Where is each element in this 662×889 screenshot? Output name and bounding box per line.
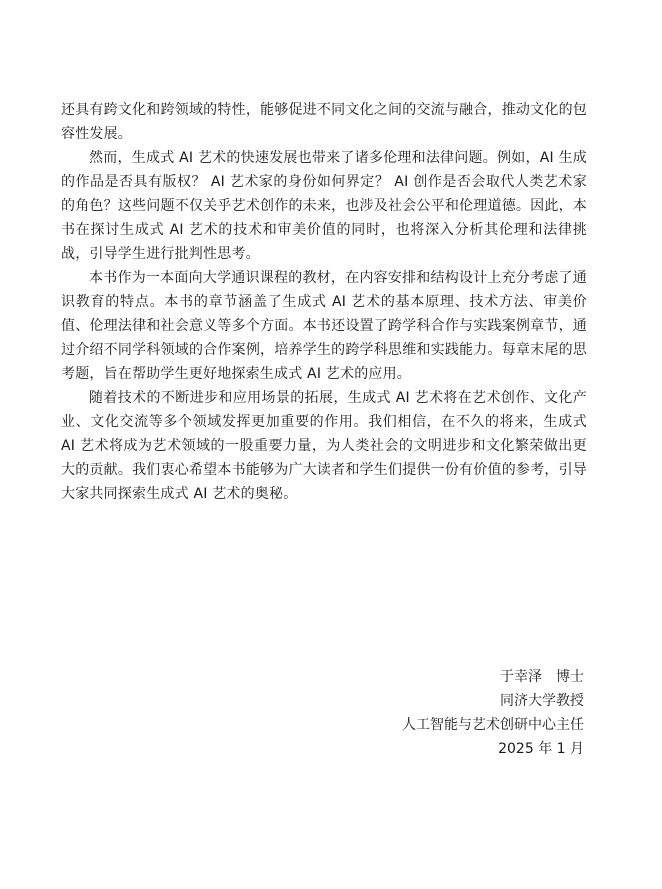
author-position: 人工智能与艺术创研中心主任 xyxy=(402,717,584,733)
preface-body xyxy=(61,98,587,506)
paragraph-outlook: 随着技术的不断进步和应用场景的拓展，生成式 AI 艺术将在艺术创作、文化产业、文化交流等多个领域发挥更加重要的作用。我们相信，在不久的将来，生成式 AI 艺术将成为艺术领域的一股重要力量，为人类社会的文明进步和文化繁荣做出更大的贡献。我们衷心希望本书能够为广大读者和学生们提供一份有价值的参考，引导大家共同探索生成式 AI 艺术的奥秘。 xyxy=(61,390,587,502)
author-signature-block xyxy=(402,665,584,761)
paragraph-continuation: 还具有跨文化和跨领域的特性，能够促进不同文化之间的交流与融合，推动文化的包容性发展。 xyxy=(61,102,587,142)
author-name: 于幸泽 博士 xyxy=(500,669,584,685)
paragraph-ethics-law: 然而，生成式 AI 艺术的快速发展也带来了诸多伦理和法律问题。例如，AI 生成的作品是否具有版权？ AI 艺术家的身份如何界定？ AI 创作是否会取代人类艺术家的角色？这些问题不仅关乎艺术创作的未来，也涉及社会公平和伦理道德。因此，本书在探讨生成式 AI 艺术的技术和审美价值的同时，也将深入分析其伦理和法律挑战，引导学生进行批判性思考。 xyxy=(61,150,587,262)
author-affiliation: 同济大学教授 xyxy=(500,693,584,709)
signature-date: 2025 年 1 月 xyxy=(498,741,584,757)
paragraph-textbook-structure: 本书作为一本面向大学通识课程的教材，在内容安排和结构设计上充分考虑了通识教育的特点。本书的章节涵盖了生成式 AI 艺术的基本原理、技术方法、审美价值、伦理法律和社会意义等多个方面。本书还设置了跨学科合作与实践案例章节，通过介绍不同学科领域的合作案例，培养学生的跨学科思维和实践能力。每章末尾的思考题，旨在帮助学生更好地探索生成式 AI 艺术的应用。 xyxy=(61,270,587,382)
